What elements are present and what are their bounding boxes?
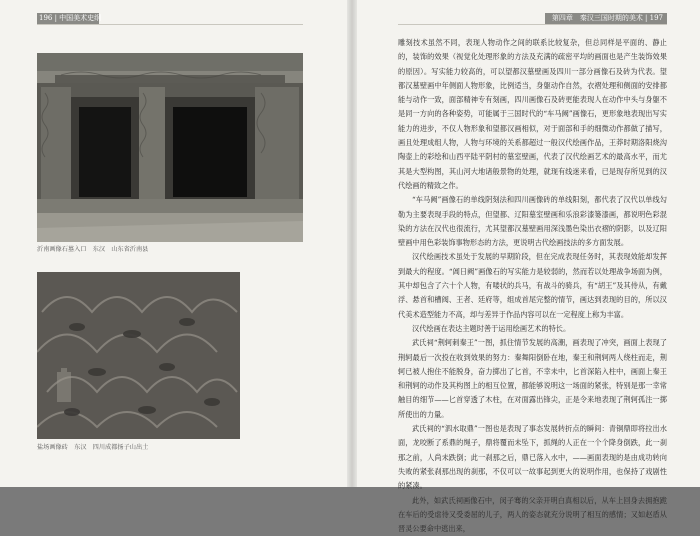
- right-page-header: 第四章 秦汉三国时期的美术 | 197: [545, 13, 667, 24]
- tomb-entrance-photo: [37, 53, 303, 242]
- paragraph: 武氏祠“荆轲刺秦王”一图，抓住情节发展的高潮，画表现了冲突，画面上表现了荆轲最后一次投在收到效果的努力：秦舞阳倒卧在地，秦王和荆轲两人绕柱而走，荆轲已被人抱住不能脱身，奋力掷出了匕首，不幸未中，匕首深陷入柱中，画面上秦王和荆轲的动作及其构图上的相互位置，都能够说明这一场面的紧张，特别是那一幸常触目的细节——匕首穿透了木柱，在对面露出锋尖，正是令来地表现了荆轲孤注一掷所使出的力量。: [398, 336, 667, 422]
- photo2-caption: 盐场画像砖 东汉 四川成都扬子山出土: [37, 444, 148, 452]
- paragraph: 武氏祠的“泗水取鼎”一图也是表现了事态发展转折点的瞬间：青铜鼎即将拉出水面，龙咬断了系鼎的绳子，鼎将覆而未坠下，抓绳的人正在一个个降身倒跌，此一刹那之前，人尚未跌倒；此一刹那之后，鼎已落入水中，——画面表现的是由成功转向失败的紧张刹那出现的刹那，不仅可以一故事起到更大的说明作用，也保持了戏剧性的紧凑。: [398, 422, 667, 493]
- tomb-entrance-illustration: [37, 53, 303, 242]
- right-header-rule: [398, 24, 667, 25]
- paragraph: 汉代绘画在表达主题时善于运用绘画艺术的特长。: [398, 322, 667, 336]
- book-gutter: [347, 0, 357, 487]
- paragraph: 汉代绘画技术虽处于发展的早期阶段，但在完成表现任务时，其表现效能却发挥到最大的程度。“阊日阙”画像石的写实能力是较弱的，然而若以处理战争场面为例，其中却包含了六十个人物，有喽状的兵马，有战斗的骑兵，有“胡王”及其侍从，有戴浮、悬首和槽阀、王者、廷府等，组成首尾完整的情节，画达到表现的目的，所以汉代美术造型能力不高，却与差异于作品内容可以在一定程度上称为丰富。: [398, 250, 667, 321]
- paragraph: “车马阙”画像石的单线阴刻法和四川画像砖的单线阳刻，都代表了汉代以单线勾勒为主要表现手段的特点，但望都、辽阳墓室壁画和乐浪彩漆篓漆画，都说明色彩混染的方法在汉代也很流行，尤其望都汉墓壁画用深浅墨色染出衣褶的阴影，以及辽阳壁画中用色彩装饰事物形态的方法，更说明古代绘画技法的多方面发展。: [398, 193, 667, 250]
- photo1-caption: 沂南画像石墓入口 东汉 山东省沂南县: [37, 246, 148, 254]
- body-text: [398, 36, 667, 536]
- left-header-rule: [37, 24, 303, 25]
- paragraph: 此外，如武氏祠画像石中，闵子骞的父亲开明白真相以后，从车上回身去拥抱跪在车后的受虐待又受委屈的儿子，两人的姿态就充分说明了相互的感情；又如赵盾从晋灵公要命中逃出来，: [398, 494, 667, 536]
- hunting-relief-photo: [37, 272, 240, 439]
- left-page-header: 196 | 中国美术史纲: [37, 13, 99, 24]
- paragraph: 雕刻技术虽然不同，表现人物动作之间的联系比较复杂，但总同样是平面的、静止的，装饰的效果（视觉化处理形象的方法及充满的疏密平均的画面也是产生装饰效果的原因）。写实能力较高的，可以望都汉墓壁画及四川一部分画像石及砖为代表。望都汉墓壁画中年侧面人物形象，比例适当，身躯动作自然，衣褶处理和侧面的安排都能与动作一致，面部精神专有刻画，四川画像石及砖更能表现人在动作中头与身躯不是同一方向的各种姿势，可能属于三国时代的“车马阙”画像石，更形象地表现出写实能力的进步，不仅人物形象和望都汉画相似，对于面部和手的细微动作都做了描写，画且处理成组人物，人物与环境的关系都超过一般汉代绘画作品，王莽时期洛阳烧沟陶壶上的彩绘和山西平陆平阴村的墓室壁画，代表了汉代绘画艺术的最高水平，而尤其是大型构图，其山河大地诸般景物的处理，就现有线迷来看，已是现存所见到的汉代绘画的精致之作。: [398, 36, 667, 193]
- hunting-relief-illustration: [37, 272, 240, 439]
